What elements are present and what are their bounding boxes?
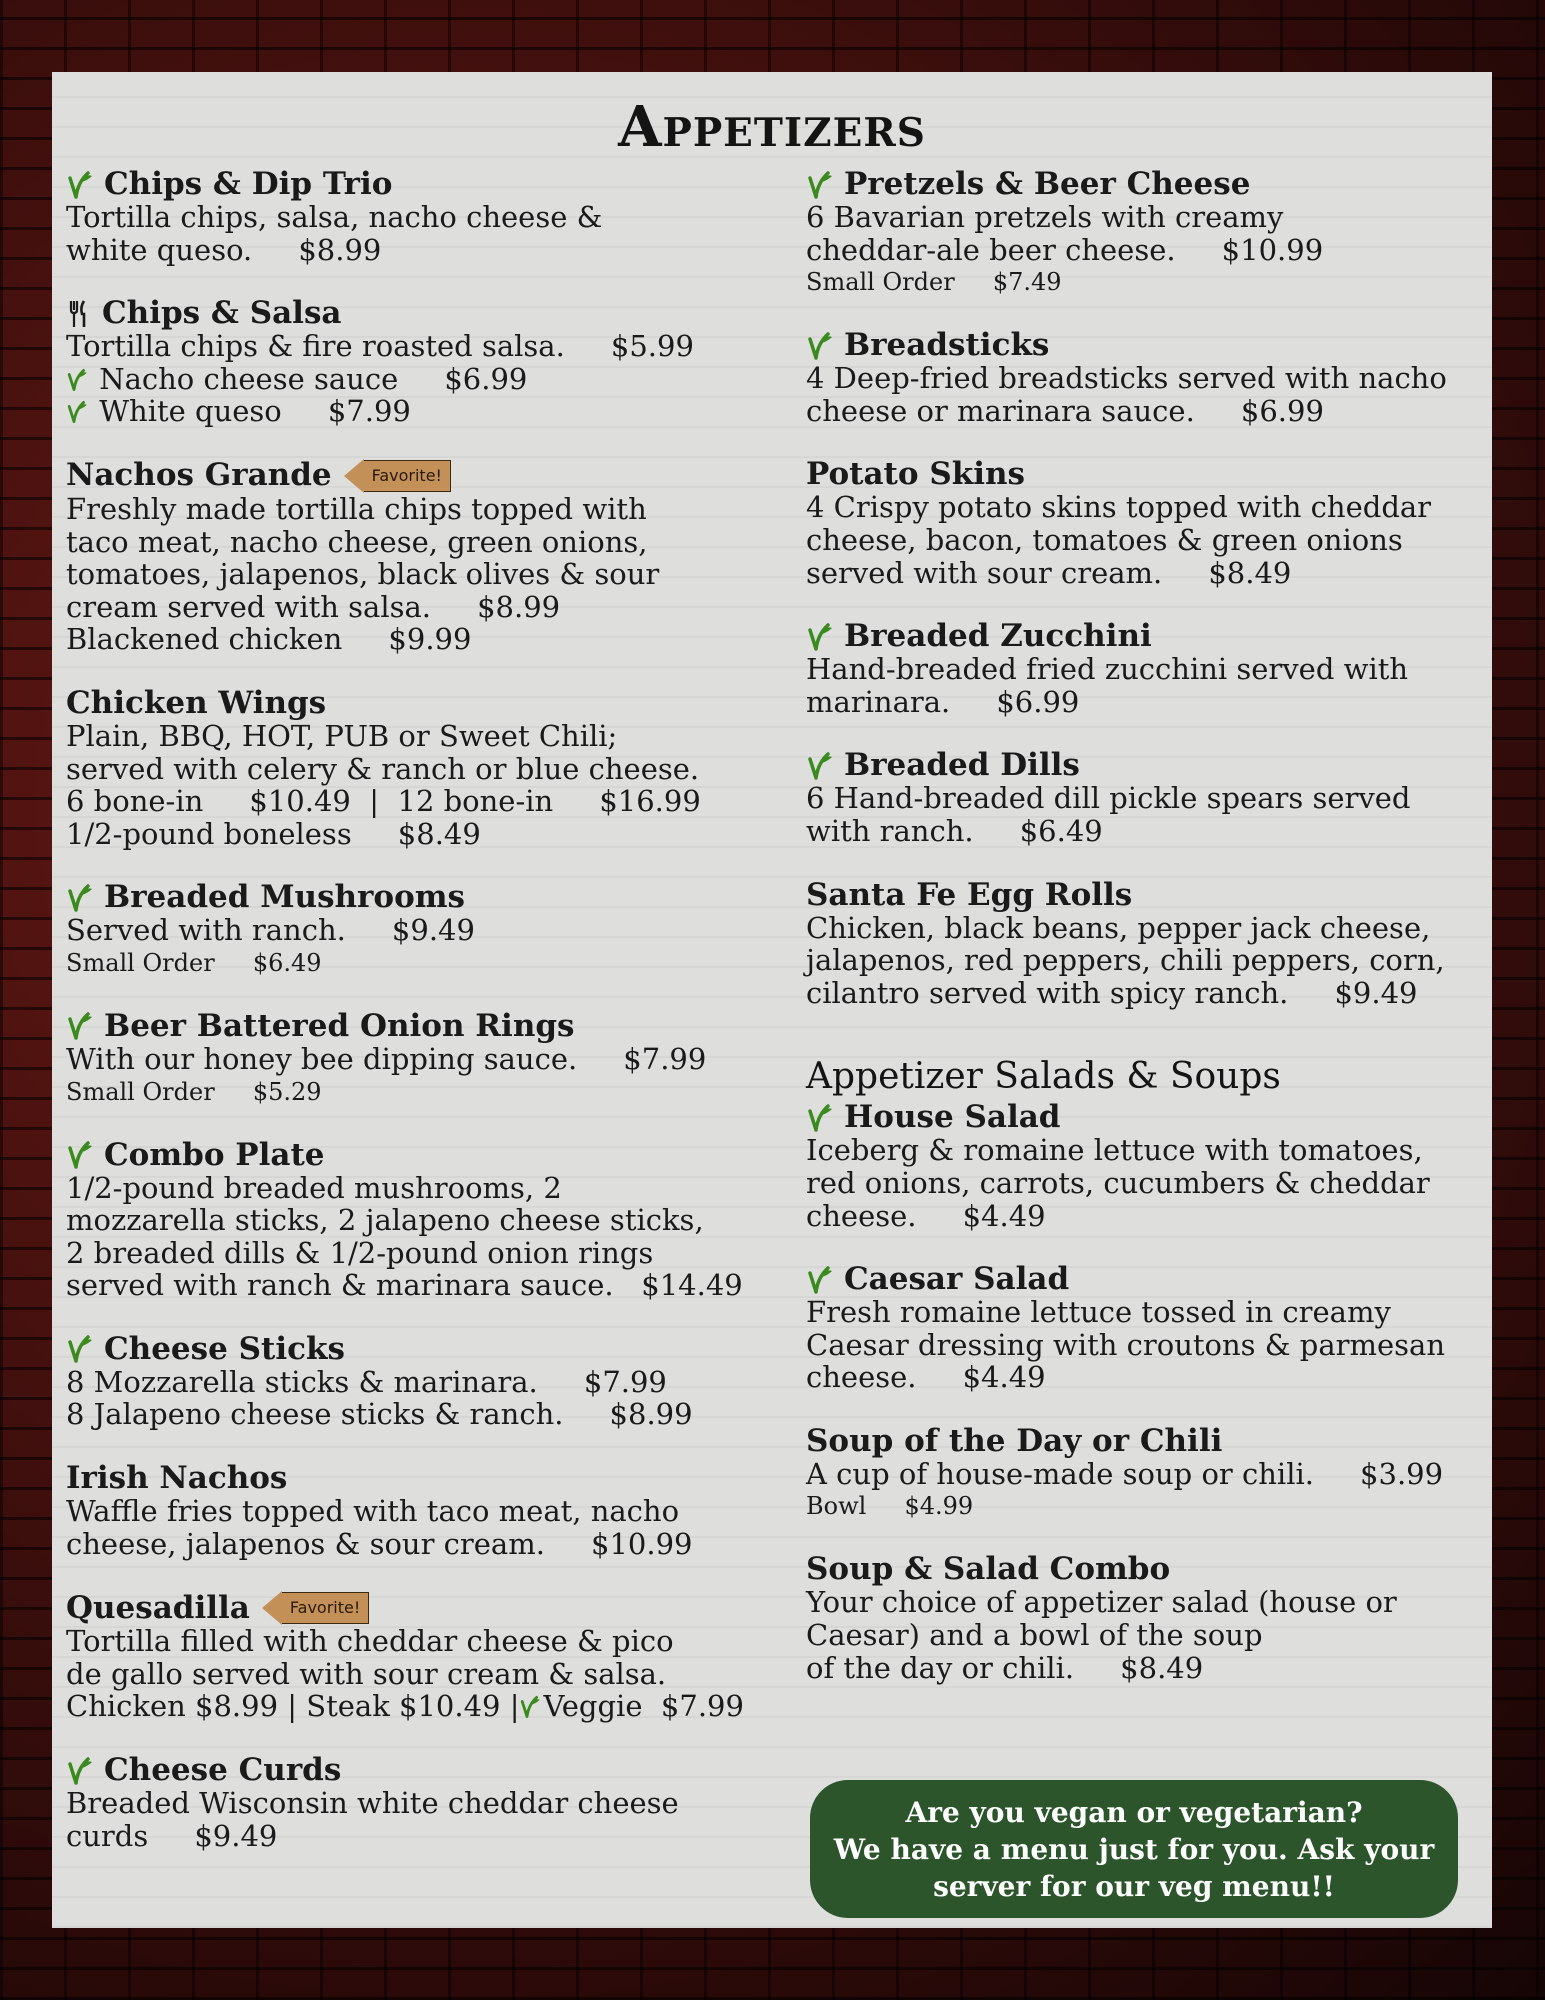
menu-item bbox=[66, 1007, 766, 1108]
vegetarian-leaf-icon bbox=[806, 1103, 836, 1133]
item-description: cheddar-ale beer cheese. $10.99 bbox=[806, 232, 1324, 267]
small-order-price: Small Order $5.29 bbox=[66, 1077, 322, 1106]
item-description: Plain, BBQ, HOT, PUB or Sweet Chili; bbox=[66, 718, 618, 753]
vegetarian-leaf-icon bbox=[806, 331, 836, 361]
item-title: Santa Fe Egg Rolls bbox=[806, 876, 1133, 913]
item-description: 1/2-pound boneless $8.49 bbox=[66, 816, 481, 851]
item-name bbox=[806, 329, 1486, 362]
item-title: Cheese Sticks bbox=[104, 1330, 345, 1367]
callout-line: server for our veg menu!! bbox=[933, 1869, 1335, 1903]
vegetarian-leaf-icon bbox=[806, 1265, 836, 1295]
item-description: 8 Jalapeno cheese sticks & ranch. $8.99 bbox=[66, 1397, 693, 1432]
item-name bbox=[66, 684, 766, 721]
vegetarian-leaf-icon bbox=[806, 622, 836, 652]
item-description: Iceberg & romaine lettuce with tomatoes, bbox=[806, 1133, 1423, 1168]
item-name bbox=[66, 1007, 766, 1044]
item-title: Breaded Zucchini bbox=[844, 618, 1152, 655]
menu-item bbox=[806, 876, 1486, 1010]
item-name bbox=[66, 1136, 766, 1173]
item-title: Nachos Grande bbox=[66, 457, 332, 494]
menu-item bbox=[66, 1754, 766, 1852]
vegetarian-leaf-icon bbox=[806, 170, 836, 200]
item-name bbox=[806, 1422, 1486, 1459]
item-description: Freshly made tortilla chips topped with bbox=[66, 491, 647, 526]
item-option bbox=[66, 395, 766, 428]
vegetarian-leaf-icon bbox=[806, 751, 836, 781]
menu-item bbox=[806, 749, 1486, 847]
item-description: Blackened chicken $9.99 bbox=[66, 622, 472, 657]
item-description: Chicken, black beans, pepper jack cheese, bbox=[806, 910, 1431, 945]
option-text: Nacho cheese sauce $6.99 bbox=[90, 361, 528, 396]
favorite-tag bbox=[344, 459, 451, 493]
item-name bbox=[806, 1553, 1486, 1586]
pricing-text: Chicken $8.99 | Steak $10.49 | bbox=[66, 1689, 520, 1724]
item-description: 6 bone-in $10.49 | 12 bone-in $16.99 bbox=[66, 784, 701, 819]
item-description: cheese. $4.49 bbox=[806, 1360, 1046, 1395]
item-description: Tortilla filled with cheddar cheese & pico bbox=[66, 1624, 674, 1659]
item-title: Irish Nachos bbox=[66, 1460, 288, 1497]
favorite-label: Favorite! bbox=[364, 460, 451, 492]
item-description: 6 Bavarian pretzels with creamy bbox=[806, 200, 1284, 234]
item-title: Quesadilla bbox=[66, 1589, 250, 1626]
item-title: Beer Battered Onion Rings bbox=[104, 1007, 575, 1044]
vegetarian-leaf-icon bbox=[66, 367, 90, 393]
menu-item bbox=[806, 1263, 1486, 1394]
item-description: of the day or chili. $8.49 bbox=[806, 1650, 1204, 1685]
page-title: Appetizers bbox=[618, 94, 926, 160]
menu-item bbox=[66, 1591, 766, 1723]
callout-line: Are you vegan or vegetarian? bbox=[905, 1795, 1363, 1829]
menu-item bbox=[806, 329, 1486, 427]
menu-item bbox=[806, 1553, 1486, 1684]
item-description: A cup of house-made soup or chili. $3.99 bbox=[806, 1456, 1444, 1491]
vegetarian-leaf-icon bbox=[66, 1011, 96, 1041]
item-name bbox=[806, 749, 1486, 782]
item-description: Breaded Wisconsin white cheddar cheese bbox=[66, 1786, 679, 1821]
item-name bbox=[806, 168, 1486, 201]
item-name bbox=[66, 459, 766, 493]
menu-panel bbox=[52, 72, 1492, 1928]
item-description: cheese, bacon, tomatoes & green onions bbox=[806, 522, 1403, 557]
item-description: cream served with salsa. $8.99 bbox=[66, 589, 561, 624]
item-description: served with ranch & marinara sauce. $14.49 bbox=[66, 1268, 743, 1303]
vegetarian-leaf-icon bbox=[66, 883, 96, 913]
section-heading-salads-soups: Appetizer Salads & Soups bbox=[806, 1056, 1281, 1098]
vegetarian-leaf-icon bbox=[66, 1140, 96, 1170]
item-title: Chips & Dip Trio bbox=[104, 166, 393, 202]
item-name bbox=[806, 1263, 1486, 1296]
vegetarian-leaf-icon bbox=[66, 170, 96, 200]
favorite-arrow-icon bbox=[344, 459, 364, 493]
item-name bbox=[66, 1754, 766, 1787]
item-description: mozzarella sticks, 2 jalapeno cheese sticks, bbox=[66, 1203, 704, 1238]
favorite-arrow-icon bbox=[262, 1591, 282, 1625]
item-description: 6 Hand-breaded dill pickle spears served bbox=[806, 781, 1411, 816]
item-description: Tortilla chips & fire roasted salsa. $5.99 bbox=[66, 329, 694, 364]
menu-item bbox=[66, 684, 766, 851]
item-description: served with sour cream. $8.49 bbox=[806, 555, 1292, 590]
vegetarian-leaf-icon bbox=[66, 1756, 96, 1786]
item-description: 4 Crispy potato skins topped with cheddar bbox=[806, 490, 1432, 525]
item-description: with ranch. $6.49 bbox=[806, 813, 1103, 848]
item-title: Combo Plate bbox=[104, 1136, 325, 1173]
option-text: White queso $7.99 bbox=[90, 394, 411, 429]
item-name bbox=[66, 1591, 766, 1625]
small-order-price: Bowl $4.99 bbox=[806, 1492, 974, 1521]
item-description: With our honey bee dipping sauce. $7.99 bbox=[66, 1041, 707, 1076]
item-description: red onions, carrots, cucumbers & cheddar bbox=[806, 1165, 1430, 1200]
item-description: cheese, jalapenos & sour cream. $10.99 bbox=[66, 1526, 693, 1561]
item-description: cilantro served with spicy ranch. $9.49 bbox=[806, 975, 1418, 1010]
menu-item bbox=[806, 1101, 1486, 1232]
salads-soups-list bbox=[806, 1101, 1486, 1684]
item-description: marinara. $6.99 bbox=[806, 684, 1080, 719]
vegetarian-leaf-icon bbox=[66, 399, 90, 425]
menu-item bbox=[806, 168, 1486, 298]
item-description: white queso. $8.99 bbox=[66, 232, 382, 267]
appetizer-list-right bbox=[806, 168, 1486, 1009]
item-description: curds $9.49 bbox=[66, 1818, 278, 1853]
item-title: Soup of the Day or Chili bbox=[806, 1422, 1223, 1459]
item-name bbox=[66, 168, 766, 201]
item-description: taco meat, nacho cheese, green onions, bbox=[66, 524, 648, 559]
item-description: de gallo served with sour cream & salsa. bbox=[66, 1656, 667, 1691]
menu-item bbox=[66, 1462, 766, 1560]
item-title: Chips & Salsa bbox=[102, 295, 342, 332]
menu-item bbox=[806, 458, 1486, 589]
item-title: Breaded Dills bbox=[844, 747, 1080, 784]
menu-item bbox=[66, 1136, 766, 1303]
menu-item bbox=[66, 881, 766, 979]
menu-item bbox=[806, 620, 1486, 718]
item-description: Waffle fries topped with taco meat, nacho bbox=[66, 1494, 680, 1529]
item-name bbox=[66, 1462, 766, 1495]
item-description: 4 Deep-fried breadsticks served with nacho bbox=[806, 361, 1447, 396]
favorite-tag bbox=[262, 1591, 369, 1625]
vegetarian-leaf-icon bbox=[519, 1694, 543, 1720]
item-title: Breadsticks bbox=[844, 327, 1050, 364]
item-name bbox=[806, 876, 1486, 913]
item-option bbox=[66, 363, 766, 396]
callout-line: We have a menu just for you. Ask your bbox=[833, 1832, 1435, 1866]
small-order-price: Small Order $7.49 bbox=[806, 268, 1062, 297]
favorite-label: Favorite! bbox=[282, 1592, 369, 1624]
menu-item bbox=[806, 1422, 1486, 1523]
item-title: Pretzels & Beer Cheese bbox=[844, 166, 1251, 202]
item-title: Soup & Salad Combo bbox=[806, 1551, 1171, 1588]
item-description: Tortilla chips, salsa, nacho cheese & bbox=[66, 200, 603, 234]
fork-knife-icon bbox=[66, 299, 90, 329]
menu-item bbox=[66, 459, 766, 656]
item-title: House Salad bbox=[844, 1099, 1061, 1136]
item-title: Chicken Wings bbox=[66, 684, 327, 721]
item-description: Served with ranch. $9.49 bbox=[66, 913, 475, 948]
item-name bbox=[806, 1101, 1486, 1134]
menu-item bbox=[66, 168, 766, 266]
item-description: Caesar) and a bowl of the soup bbox=[806, 1618, 1263, 1653]
item-title: Potato Skins bbox=[806, 456, 1025, 493]
item-name bbox=[66, 297, 766, 330]
left-column bbox=[66, 168, 766, 1883]
item-description: jalapenos, red peppers, chili peppers, corn, bbox=[806, 943, 1445, 978]
pricing-text: Veggie $7.99 bbox=[543, 1689, 744, 1724]
item-description: served with celery & ranch or blue cheese. bbox=[66, 751, 700, 786]
veg-menu-callout bbox=[810, 1780, 1458, 1918]
item-description: tomatoes, jalapenos, black olives & sour bbox=[66, 557, 660, 592]
item-description: 8 Mozzarella sticks & marinara. $7.99 bbox=[66, 1364, 667, 1399]
item-description: Your choice of appetizer salad (house or bbox=[806, 1585, 1397, 1620]
item-title: Cheese Curds bbox=[104, 1752, 342, 1789]
item-description: Fresh romaine lettuce tossed in creamy bbox=[806, 1295, 1391, 1330]
item-pricing bbox=[66, 1690, 766, 1723]
item-name bbox=[66, 1330, 766, 1367]
item-title: Caesar Salad bbox=[844, 1261, 1070, 1298]
menu-item bbox=[66, 1330, 766, 1432]
right-column bbox=[806, 168, 1486, 1715]
vegetarian-leaf-icon bbox=[66, 1334, 96, 1364]
item-name bbox=[806, 458, 1486, 491]
menu-item bbox=[66, 297, 766, 428]
item-description: cheese or marinara sauce. $6.99 bbox=[806, 393, 1324, 428]
item-description: Caesar dressing with croutons & parmesan bbox=[806, 1327, 1446, 1362]
item-name bbox=[806, 620, 1486, 653]
item-description: Hand-breaded fried zucchini served with bbox=[806, 652, 1409, 687]
item-title: Breaded Mushrooms bbox=[104, 879, 465, 916]
item-description: 1/2-pound breaded mushrooms, 2 bbox=[66, 1170, 562, 1205]
item-description: 2 breaded dills & 1/2-pound onion rings bbox=[66, 1235, 654, 1270]
small-order-price: Small Order $6.49 bbox=[66, 948, 322, 977]
item-description: cheese. $4.49 bbox=[806, 1198, 1046, 1233]
item-name bbox=[66, 881, 766, 914]
